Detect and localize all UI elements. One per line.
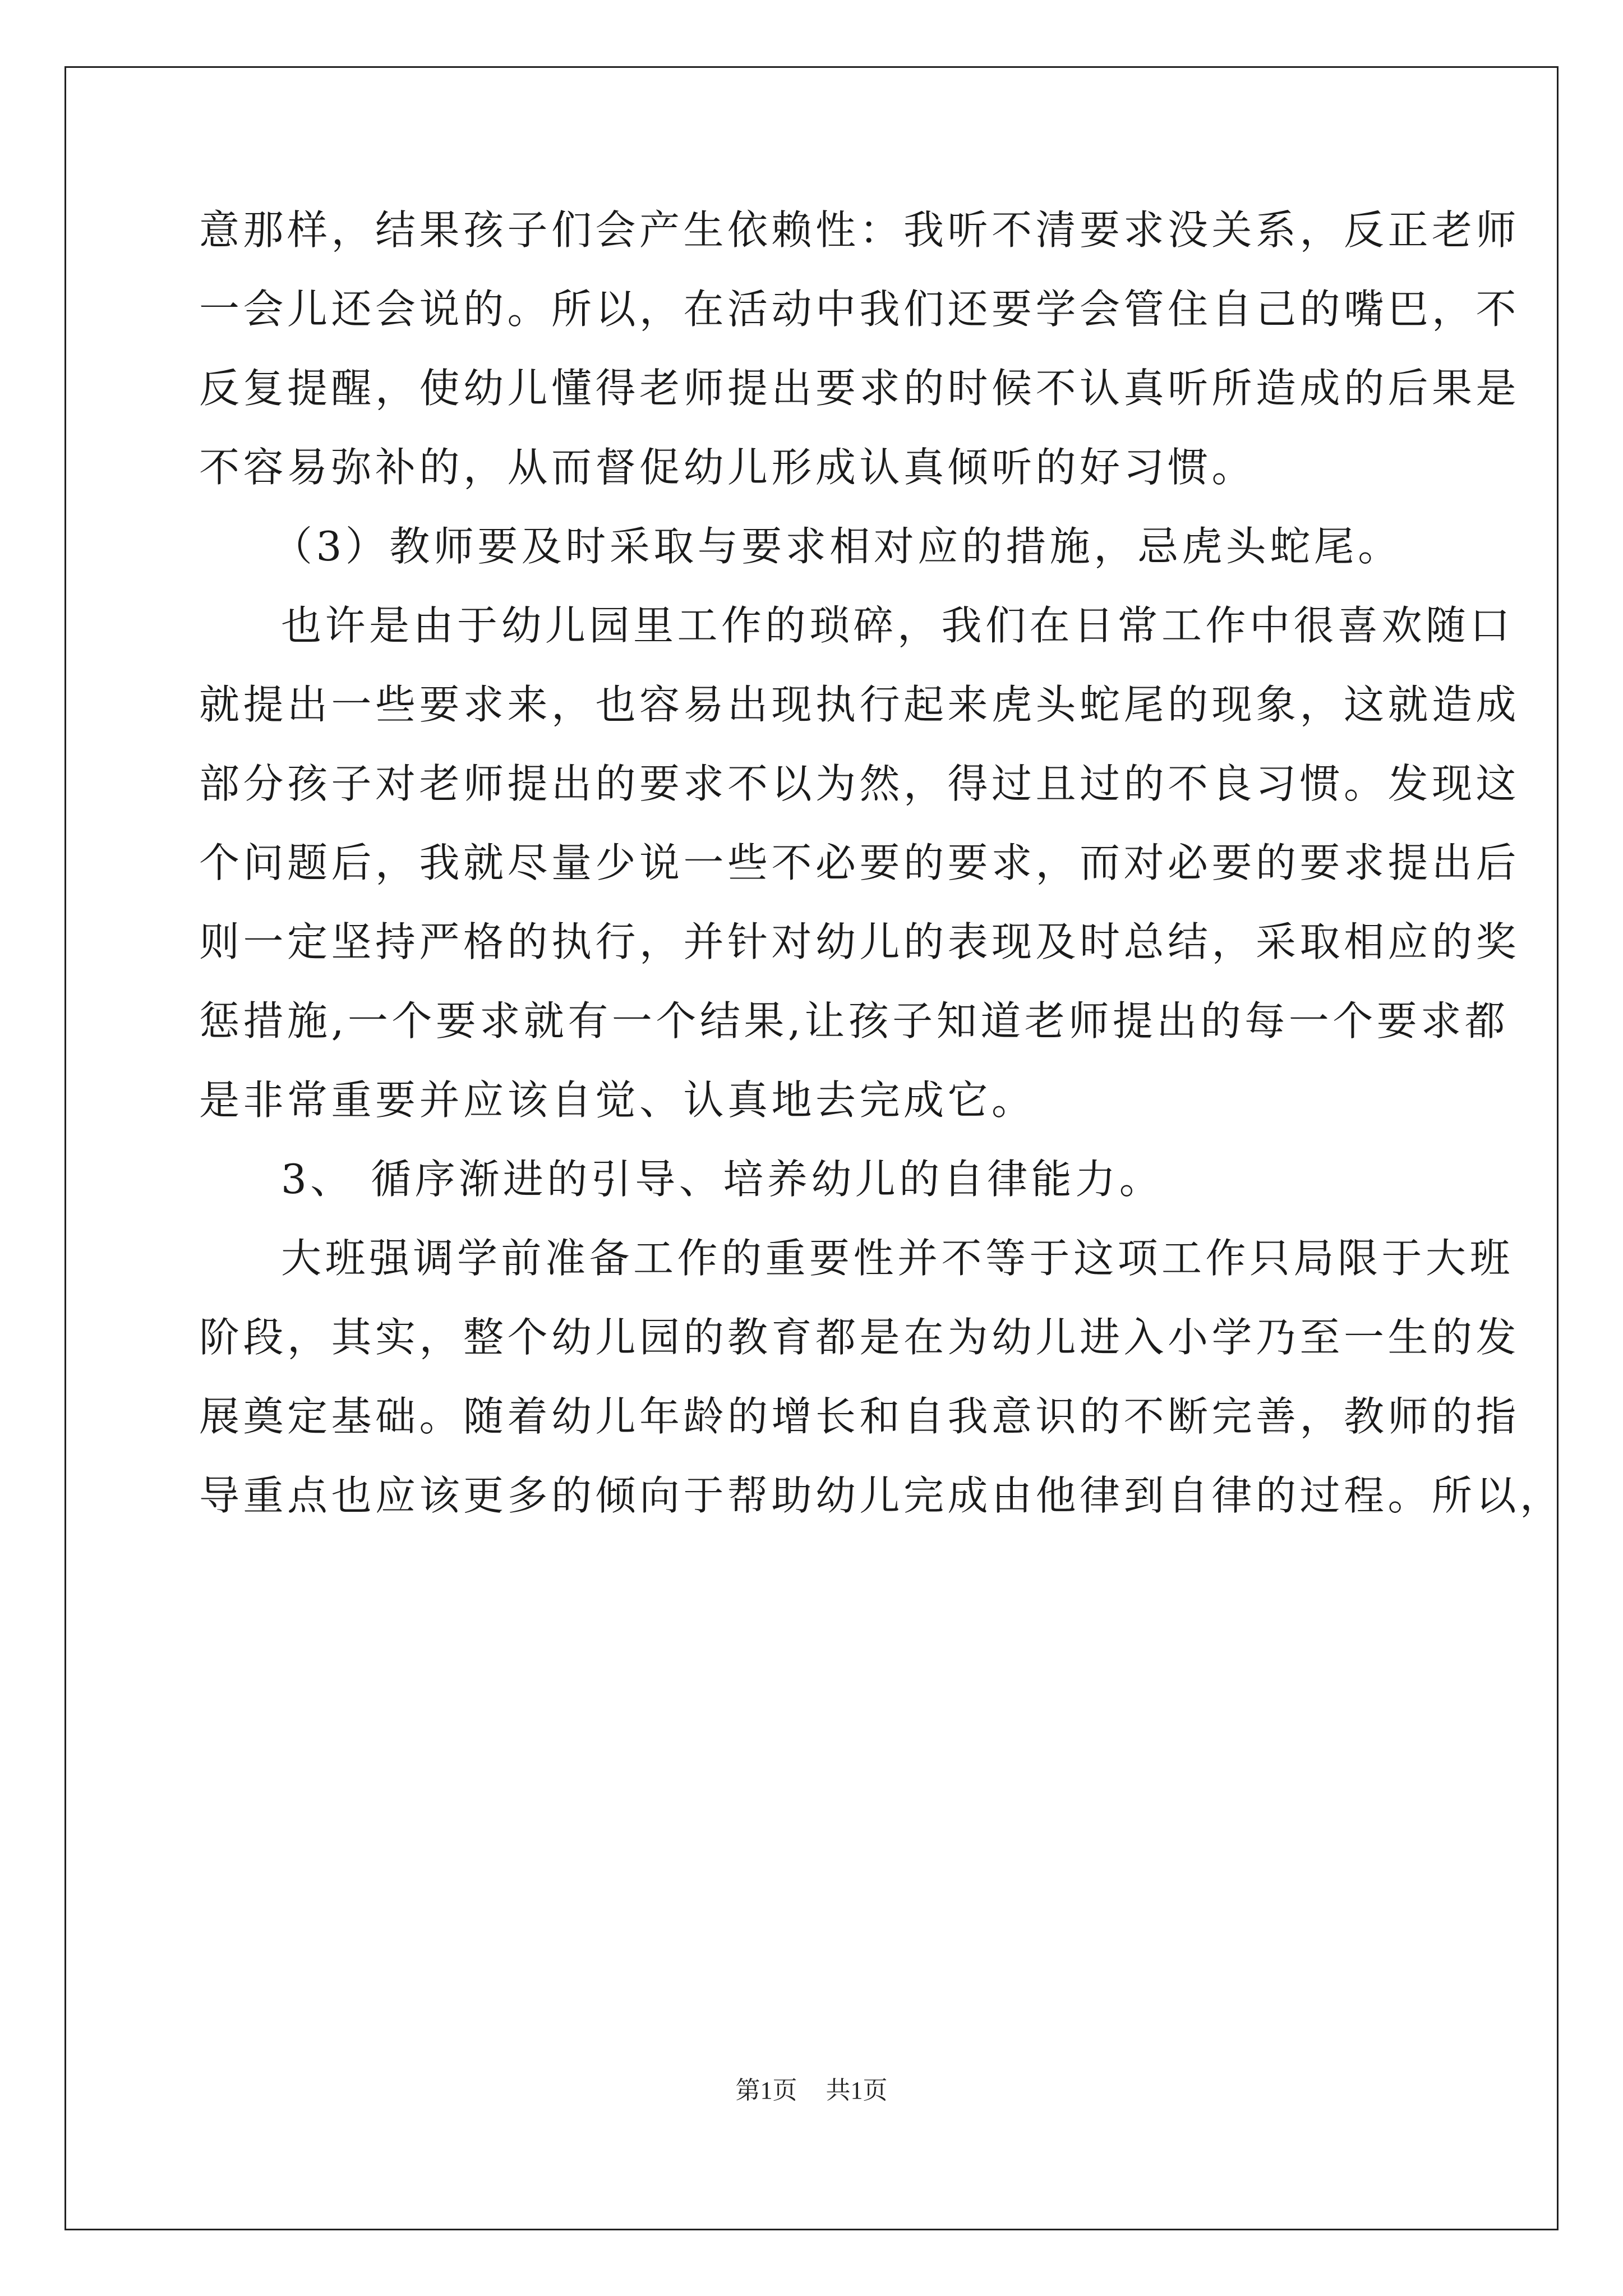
page-number: 第1页 [735,2077,797,2104]
text-line: 意那样，结果孩子们会产生依赖性：我听不清要求没关系，反正老师 [199,206,1520,254]
text-line: 就提出一些要求来，也容易出现执行起来虎头蛇尾的现象，这就造成 [199,681,1520,728]
text-line: 惩措施,一个要求就有一个结果,让孩子知道老师提出的每一个要求都 [199,997,1509,1045]
page-footer [0,2070,1623,2106]
text-line: 则一定坚持严格的执行，并针对幼儿的表现及时总结，采取相应的奖 [199,918,1520,965]
text-line: 导重点也应该更多的倾向于帮助幼儿完成由他律到自律的过程。所以， [199,1472,1564,1519]
text-line: 是非常重要并应该自觉、认真地去完成它。 [199,1076,1036,1124]
paragraph-start: 也许是由于幼儿园里工作的琐碎，我们在日常工作中很喜欢随口 [281,602,1514,649]
text-line: 个问题后，我就尽量少说一些不必要的要求，而对必要的要求提出后 [199,839,1520,886]
total-pages: 共1页 [826,2077,888,2104]
text-line: 一会儿还会说的。所以，在活动中我们还要学会管住自己的嘴巴，不 [199,286,1520,333]
text-line: 不容易弥补的，从而督促幼儿形成认真倾听的好习惯。 [199,444,1256,491]
document-body [199,191,1564,1535]
text-line: 展奠定基础。随着幼儿年龄的增长和自我意识的不断完善，教师的指 [199,1393,1520,1440]
section-heading: 3、 循序渐进的引导、培养幼儿的自律能力。 [281,1156,1164,1203]
text-line: 阶段，其实，整个幼儿园的教育都是在为幼儿进入小学乃至一生的发 [199,1314,1520,1361]
text-line: 反复提醒，使幼儿懂得老师提出要求的时候不认真听所造成的后果是 [199,365,1520,412]
text-line: 部分孩子对老师提出的要求不以为然，得过且过的不良习惯。发现这 [199,760,1520,807]
subheading: （3）教师要及时采取与要求相对应的措施，忌虎头蛇尾。 [272,523,1402,570]
paragraph-start: 大班强调学前准备工作的重要性并不等于这项工作只局限于大班 [281,1235,1514,1282]
